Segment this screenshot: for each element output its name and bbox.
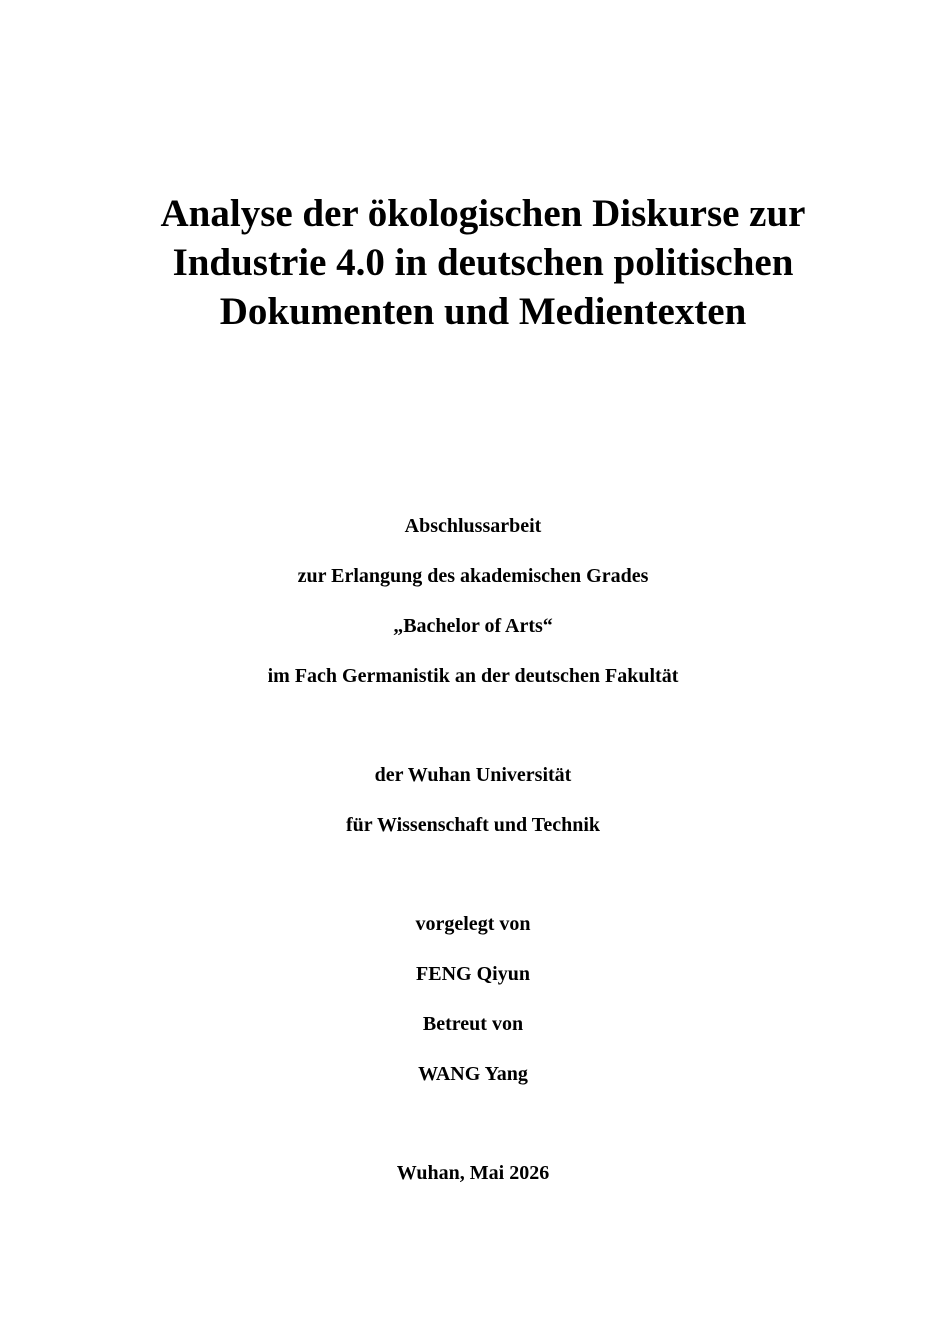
title-line-1: Analyse der ökologischen Diskurse zur [160,192,806,235]
author-label: vorgelegt von [415,913,531,935]
thesis-title [0,189,950,336]
place-date: Wuhan, Mai 2026 [396,1162,550,1184]
title-line-3: Dokumenten und Medientexten [219,290,747,333]
thesis-type: Abschlussarbeit [404,515,542,537]
supervisor-name: WANG Yang [418,1063,528,1085]
title-line-2: Industrie 4.0 in deutschen politischen [172,241,794,284]
thesis-faculty: im Fach Germanistik an der deutschen Fakultät [267,665,679,687]
thesis-degree: „Bachelor of Arts“ [393,615,553,637]
thesis-purpose: zur Erlangung des akademischen Grades [297,565,649,587]
supervisor-label: Betreut von [422,1013,524,1035]
author-name: FENG Qiyun [416,963,530,985]
university-line-1: der Wuhan Universität [374,764,572,786]
university-line-2: für Wissenschaft und Technik [346,814,600,836]
